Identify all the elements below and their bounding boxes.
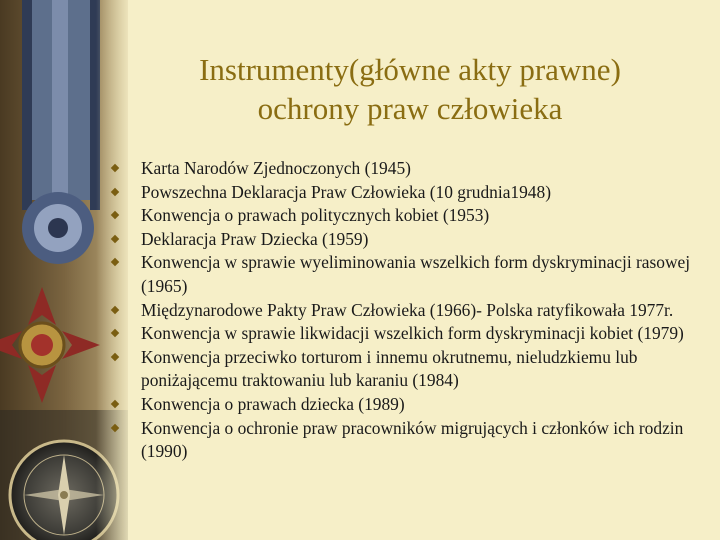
list-item: Konwencja w sprawie likwidacji wszelkich form dyskryminacji kobiet (1979) xyxy=(110,322,715,346)
list-item: Konwencja w sprawie wyeliminowania wszelkich form dyskryminacji rasowej (1965) xyxy=(110,251,715,298)
list-item: Konwencja o prawach politycznych kobiet (1953) xyxy=(110,204,715,228)
ribbon-image xyxy=(22,0,100,210)
diamond-bullet-icon xyxy=(111,423,119,431)
diamond-bullet-icon xyxy=(111,164,119,172)
title-line-2: ochrony praw człowieka xyxy=(257,91,563,126)
diamond-bullet-icon xyxy=(111,400,119,408)
list-item: Konwencja o ochronie praw pracowników migrujących i członków ich rodzin (1990) xyxy=(110,417,715,464)
diamond-bullet-icon xyxy=(111,329,119,337)
rosette-image xyxy=(22,192,94,264)
diamond-bullet-icon xyxy=(111,305,119,313)
list-item: Deklaracja Praw Dziecka (1959) xyxy=(110,228,715,252)
title-line-1: Instrumenty(główne akty prawne) xyxy=(199,52,621,87)
list-item: Międzynarodowe Pakty Praw Człowieka (1966)- Polska ratyfikowała 1977r. xyxy=(110,299,715,323)
list-item: Konwencja o prawach dziecka (1989) xyxy=(110,393,715,417)
slide-title xyxy=(140,50,680,128)
list-item: Powszechna Deklaracja Praw Człowieka (10 grudnia1948) xyxy=(110,181,715,205)
diamond-bullet-icon xyxy=(111,187,119,195)
diamond-bullet-icon xyxy=(111,211,119,219)
list-item: Karta Narodów Zjednoczonych (1945) xyxy=(110,157,715,181)
diamond-bullet-icon xyxy=(111,258,119,266)
diamond-bullet-icon xyxy=(111,353,119,361)
bullet-list xyxy=(110,157,715,464)
list-item: Konwencja przeciwko torturom i innemu okrutnemu, nieludzkiemu lub poniżającemu traktowaniu lub karaniu (1984) xyxy=(110,346,715,393)
diamond-bullet-icon xyxy=(111,235,119,243)
